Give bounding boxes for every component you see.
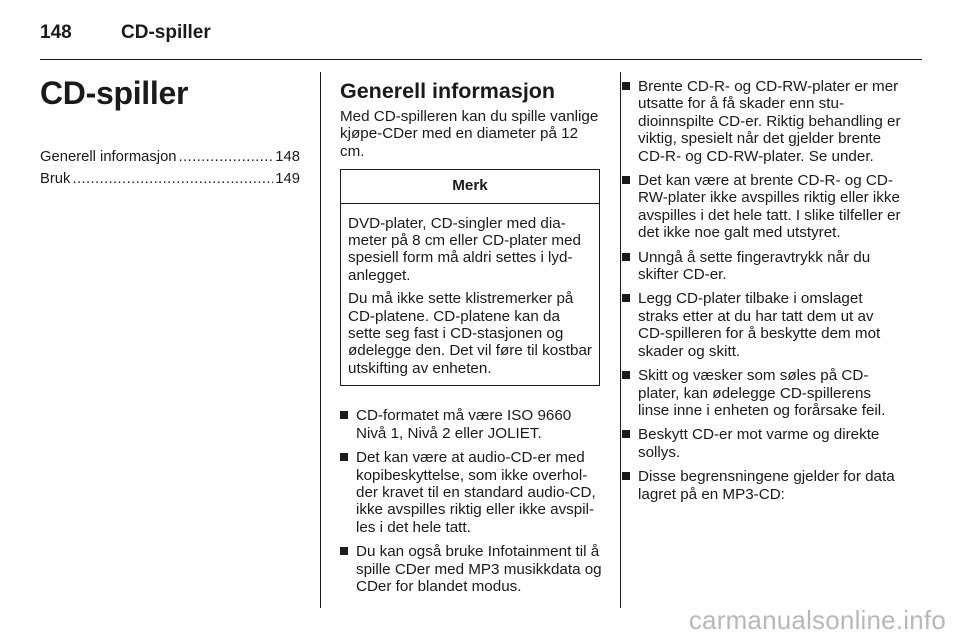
toc-entry-bruk[interactable] (40, 168, 300, 190)
square-bullet-icon (622, 294, 630, 302)
list-item (622, 367, 904, 419)
list-item-text: Skitt og væsker som søles på CD-plater, kan ødelegge CD-spillerens linse inne i enheten og forårsake feil. (638, 367, 886, 419)
intro-paragraph: Med CD-spilleren kan du spille vanlige kjøpe-CDer med en diameter på 12 cm. (340, 108, 599, 160)
header-rule (40, 59, 922, 60)
square-bullet-icon (622, 82, 630, 90)
square-bullet-icon (340, 547, 348, 555)
note-paragraph: Du må ikke sette klistremerker på CD-platene. CD-platene kan da sette seg fast i CD-stasjonen og ødelegge den. Det vil føre til kostbar utskifting av enheten. (348, 290, 592, 377)
right-column (622, 78, 904, 510)
list-item (622, 426, 904, 461)
square-bullet-icon (340, 411, 348, 419)
column-divider-right (620, 72, 621, 608)
square-bullet-icon (340, 453, 348, 461)
toc-leader-dots (72, 168, 273, 190)
list-item (340, 543, 602, 595)
list-item (622, 290, 904, 360)
square-bullet-icon (622, 430, 630, 438)
list-item-text: CD-formatet må være ISO 9660 Nivå 1, Nivå 2 eller JOLIET. (356, 407, 572, 442)
list-item (340, 407, 602, 442)
table-of-contents (40, 146, 300, 190)
square-bullet-icon (622, 472, 630, 480)
middle-column (340, 78, 602, 602)
list-item-text: Det kan være at audio-CD-er med kopibeskyttelse, som ikke overholder kravet til en standard audio-CD, ikke avspilles riktig eller ikke avspilles i det hele tatt. (356, 449, 596, 536)
bullet-list (340, 407, 602, 595)
watermark: carmanualsonline.info (688, 605, 946, 635)
note-paragraph: DVD-plater, CD-singler med diameter på 8 cm eller CD-plater med spesiell form må aldri settes i lydanlegget. (348, 214, 581, 284)
running-title: CD-spiller (121, 22, 211, 43)
square-bullet-icon (622, 371, 630, 379)
list-item-text: Disse begrensningene gjelder for data lagret på en MP3-CD: (638, 468, 895, 503)
list-item (622, 172, 904, 242)
page-header (40, 14, 920, 50)
chapter-title: CD-spiller (40, 75, 189, 111)
left-column (40, 72, 300, 190)
list-item-text: Det kan være at brente CD-R- og CD-RW-plater ikke avspilles riktig eller ikke avspilles i det hele tatt. I slike tilfeller er det ikke noe galt med utstyret. (638, 172, 901, 242)
toc-entry-label: Bruk (40, 171, 71, 187)
square-bullet-icon (622, 176, 630, 184)
note-title: Merk (341, 170, 599, 203)
toc-entry-label: Generell informasjon (40, 149, 177, 165)
list-item (622, 78, 904, 165)
list-item-text: Du kan også bruke Infotainment til å spille CDer med MP3 musikkdata og CDer for blandet modus. (356, 543, 602, 595)
list-item-text: Legg CD-plater tilbake i omslaget straks etter at du har tatt dem ut av CD-spilleren for å beskytte dem mot skader og skitt. (638, 290, 881, 360)
square-bullet-icon (622, 253, 630, 261)
list-item-text: Unngå å sette fingeravtrykk når du skifter CD-er. (638, 248, 871, 284)
list-item-text: Brente CD-R- og CD-RW-plater er mer utsatte for å få skader enn studioinnspilte CD-er. Riktig behandling er viktig, spesielt når det gjelder brente CD-R- og CD-RW-plater. Se under. (638, 78, 901, 165)
toc-entry-page: 149 (275, 171, 300, 187)
column-divider-left (320, 72, 321, 608)
toc-leader-dots (179, 146, 274, 168)
list-item (622, 249, 904, 284)
toc-entry-generell-informasjon[interactable] (40, 146, 300, 168)
note-box (340, 169, 600, 386)
page-number: 148 (40, 22, 72, 43)
toc-entry-page: 148 (275, 149, 300, 165)
list-item (622, 468, 904, 503)
section-title: Generell informasjon (340, 79, 556, 103)
list-item (340, 449, 602, 536)
note-body (341, 204, 599, 386)
list-item-text: Beskytt CD-er mot varme og direkte sollys. (638, 426, 880, 461)
bullet-list (622, 78, 904, 503)
